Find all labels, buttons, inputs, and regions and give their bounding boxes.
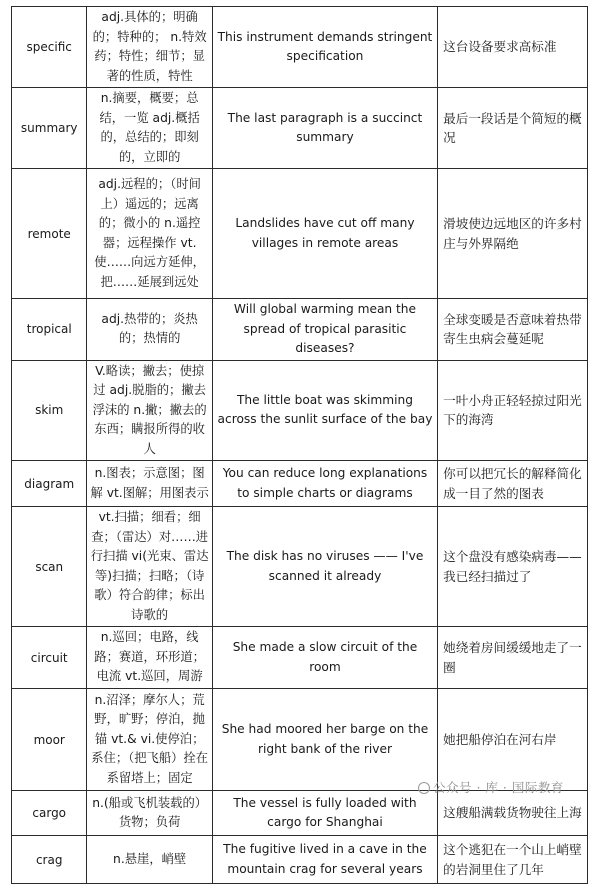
example-en-cell: You can reduce long explanations to simple charts or diagrams: [212, 461, 437, 507]
example-en-cell: This instrument demands stringent specification: [212, 7, 437, 88]
word-cell: scan: [12, 507, 87, 627]
example-en-cell: The disk has no viruses —— I've scanned it already: [212, 507, 437, 627]
example-zh-cell: 这个盘没有感染病毒——我已经扫描过了: [438, 507, 588, 627]
example-zh-cell: 你可以把冗长的解释简化成一目了然的图表: [438, 461, 588, 507]
word-cell: skim: [12, 360, 87, 461]
table-row: [12, 791, 588, 836]
example-en-cell: The fugitive lived in a cave in the mountain crag for several years: [212, 836, 437, 884]
example-en-cell: Landslides have cut off many villages in remote areas: [212, 169, 437, 299]
example-zh-cell: 她把船停泊在河右岸: [438, 689, 588, 791]
word-cell: diagram: [12, 461, 87, 507]
example-en-cell: The last paragraph is a succinct summary: [212, 88, 437, 169]
example-en-cell: She made a slow circuit of the room: [212, 627, 437, 689]
table-row: [12, 299, 588, 361]
definition-cell: adj.热带的；炎热的；热情的: [87, 299, 212, 361]
example-zh-cell: 这台设备要求高标准: [438, 7, 588, 88]
definition-cell: n.(船或飞机装载的）货物；负荷: [87, 791, 212, 836]
example-zh-cell: 全球变暖是否意味着热带寄生虫病会蔓延呢: [438, 299, 588, 361]
definition-cell: V.略读；撇去；使掠过 adj.脱脂的；撇去浮沫的 n.撇；撇去的东西；瞒报所得的收人: [87, 360, 212, 461]
definition-cell: n.图表；示意图；图解 vt.图解；用图表示: [87, 461, 212, 507]
vocabulary-table: [11, 6, 588, 884]
table-row: [12, 507, 588, 627]
example-zh-cell: 这个逃犯在一个山上峭壁的岩洞里住了几年: [438, 836, 588, 884]
word-cell: remote: [12, 169, 87, 299]
table-row: [12, 88, 588, 169]
word-cell: tropical: [12, 299, 87, 361]
word-cell: circuit: [12, 627, 87, 689]
example-zh-cell: 一叶小舟正轻轻掠过阳光下的海湾: [438, 360, 588, 461]
example-zh-cell: 她绕着房间缓缓地走了一圈: [438, 627, 588, 689]
word-cell: specific: [12, 7, 87, 88]
definition-cell: n.摘要，概要；总结，一览 adj.概括的，总结的；即刻的，立即的: [87, 88, 212, 169]
example-en-cell: She had moored her barge on the right bank of the river: [212, 689, 437, 791]
example-zh-cell: 滑坡使边远地区的许多村庄与外界隔绝: [438, 169, 588, 299]
word-cell: crag: [12, 836, 87, 884]
word-cell: summary: [12, 88, 87, 169]
definition-cell: adj.远程的；（时间上）遥远的；远离的；微小的 n.遥控器；远程操作 vt.使……向远方延伸，把……延展到远处: [87, 169, 212, 299]
example-en-cell: The little boat was skimming across the sunlit surface of the bay: [212, 360, 437, 461]
table-row: [12, 627, 588, 689]
example-zh-cell: 最后一段话是个简短的概况: [438, 88, 588, 169]
table-row: [12, 169, 588, 299]
table-row: [12, 360, 588, 461]
definition-cell: adj.具体的；明确的；特种的； n.特效药；特性；细节；显著的性质，特性: [87, 7, 212, 88]
watermark-text: 公众号 · 库 · 国际教育: [433, 780, 564, 795]
word-cell: cargo: [12, 791, 87, 836]
definition-cell: vt.扫描；细看；细查；（雷达）对……进行扫描 vi(光束、雷达等)扫描；扫略；（诗歌）符合韵律；标出诗歌的: [87, 507, 212, 627]
watermark: [418, 778, 564, 796]
table-row: [12, 689, 588, 791]
example-en-cell: Will global warming mean the spread of tropical parasitic diseases?: [212, 299, 437, 361]
word-cell: moor: [12, 689, 87, 791]
table-row: [12, 836, 588, 884]
table-row: [12, 461, 588, 507]
table-row: [12, 7, 588, 88]
example-en-cell: The vessel is fully loaded with cargo for Shanghai: [212, 791, 437, 836]
definition-cell: n.巡回；电路，线路；赛道，环形道；电流 vt.巡回，周游: [87, 627, 212, 689]
wechat-logo-icon: [418, 782, 430, 794]
definition-cell: n.悬崖，峭壁: [87, 836, 212, 884]
example-zh-cell: 这艘船满载货物驶往上海: [438, 791, 588, 836]
definition-cell: n.沼泽；摩尔人；荒野，旷野；停泊，抛锚 vt.& vi.使停泊；系住；（把飞船）拴在系留塔上；固定: [87, 689, 212, 791]
